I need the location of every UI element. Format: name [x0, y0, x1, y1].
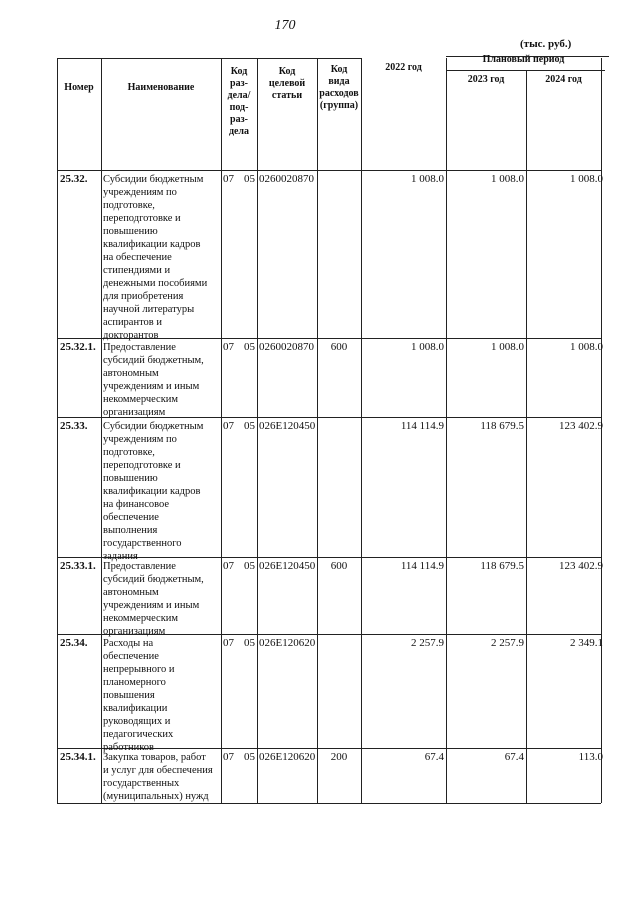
row-target-code: 026Е120450	[259, 420, 316, 432]
header-planned-period: Плановый период	[482, 54, 565, 65]
row-number: 25.33.	[60, 420, 88, 432]
row-number: 25.34.	[60, 637, 88, 649]
row-section-code: 07	[223, 560, 234, 572]
row-name: Предоставление субсидий бюджетным, автономным учреждениям и иным некоммерческим организациям	[103, 561, 204, 637]
header-target-code: Код целевой статьи	[268, 66, 306, 101]
row-subsection-code: 05	[244, 637, 255, 649]
row-name: Субсидии бюджетным учреждениям по подготовке, переподготовке и повышению квалификации кадров на финансовое обеспечение выполнения государственного задания	[103, 421, 204, 562]
row-number: 25.34.1.	[60, 751, 96, 763]
header-name: Наименование	[127, 82, 195, 93]
row-amount-2024: 2 349.1	[570, 637, 603, 649]
row-number: 25.32.	[60, 173, 88, 185]
row-subsection-code: 05	[244, 751, 255, 763]
row-number: 25.32.1.	[60, 341, 96, 353]
row-target-code: 026Е120620	[259, 751, 316, 763]
row-subsection-code: 05	[244, 560, 255, 572]
row-expense-type: 600	[330, 341, 348, 353]
row-amount-2022: 114 114.9	[400, 560, 444, 572]
row-amount-2022: 1 008.0	[411, 341, 444, 353]
row-amount-2023: 1 008.0	[491, 173, 524, 185]
row-name: Предоставление субсидий бюджетным, автономным учреждениям и иным некоммерческим организациям	[103, 342, 204, 418]
row-amount-2024: 123 402.9	[559, 560, 603, 572]
column-rule	[257, 58, 258, 803]
row-target-code: 026Е120450	[259, 560, 316, 572]
row-section-code: 07	[223, 751, 234, 763]
row-amount-2023: 2 257.9	[491, 637, 524, 649]
table-top-rule	[57, 58, 361, 59]
header-expense-type: Код вида расходов (группа)	[319, 64, 359, 111]
row-number: 25.33.1.	[60, 560, 96, 572]
row-target-code: 0260020870	[259, 173, 314, 185]
row-name: Закупка товаров, работ и услуг для обеспечения государственных (муниципальных) нужд	[103, 752, 213, 802]
row-amount-2022: 2 257.9	[411, 637, 444, 649]
row-section-code: 07	[223, 173, 234, 185]
column-rule	[317, 58, 318, 803]
header-section-code: Код раз- дела/ под- раз- дела	[227, 66, 251, 137]
column-rule	[57, 58, 58, 803]
row-subsection-code: 05	[244, 420, 255, 432]
row-section-code: 07	[223, 637, 234, 649]
row-rule	[57, 803, 601, 804]
row-amount-2024: 1 008.0	[570, 173, 603, 185]
row-section-code: 07	[223, 341, 234, 353]
row-amount-2023: 118 679.5	[480, 560, 524, 572]
row-section-code: 07	[223, 420, 234, 432]
column-rule	[101, 58, 102, 803]
unit-label: (тыс. руб.)	[520, 38, 572, 50]
row-subsection-code: 05	[244, 341, 255, 353]
row-amount-2022: 67.4	[424, 751, 444, 763]
page-number: 170	[274, 18, 296, 33]
row-amount-2022: 1 008.0	[411, 173, 444, 185]
header-2023: 2023 год	[467, 74, 505, 85]
row-amount-2023: 1 008.0	[491, 341, 524, 353]
header-number: Номер	[64, 82, 94, 93]
row-name: Расходы на обеспечение непрерывного и планомерного повышения квалификации руководящих и педагогических работников	[103, 638, 175, 753]
row-amount-2022: 114 114.9	[400, 420, 444, 432]
row-amount-2024: 123 402.9	[559, 420, 603, 432]
row-amount-2024: 1 008.0	[570, 341, 603, 353]
row-expense-type: 600	[330, 560, 348, 572]
column-rule	[221, 58, 222, 803]
row-subsection-code: 05	[244, 173, 255, 185]
row-amount-2023: 67.4	[504, 751, 524, 763]
row-target-code: 026Е120620	[259, 637, 316, 649]
row-amount-2023: 118 679.5	[480, 420, 524, 432]
header-bottom-rule	[57, 170, 601, 171]
header-2022: 2022 год	[385, 62, 422, 73]
header-2024: 2024 год	[545, 74, 582, 85]
row-target-code: 0260020870	[259, 341, 314, 353]
row-amount-2024: 113.0	[578, 751, 603, 763]
row-name: Субсидии бюджетным учреждениям по подготовке, переподготовке и повышению квалификации кадров на обеспечение стипендиями и денежными пособиями для приобретения научной литературы аспирантов и докторантов	[103, 174, 208, 341]
row-expense-type: 200	[330, 751, 348, 763]
